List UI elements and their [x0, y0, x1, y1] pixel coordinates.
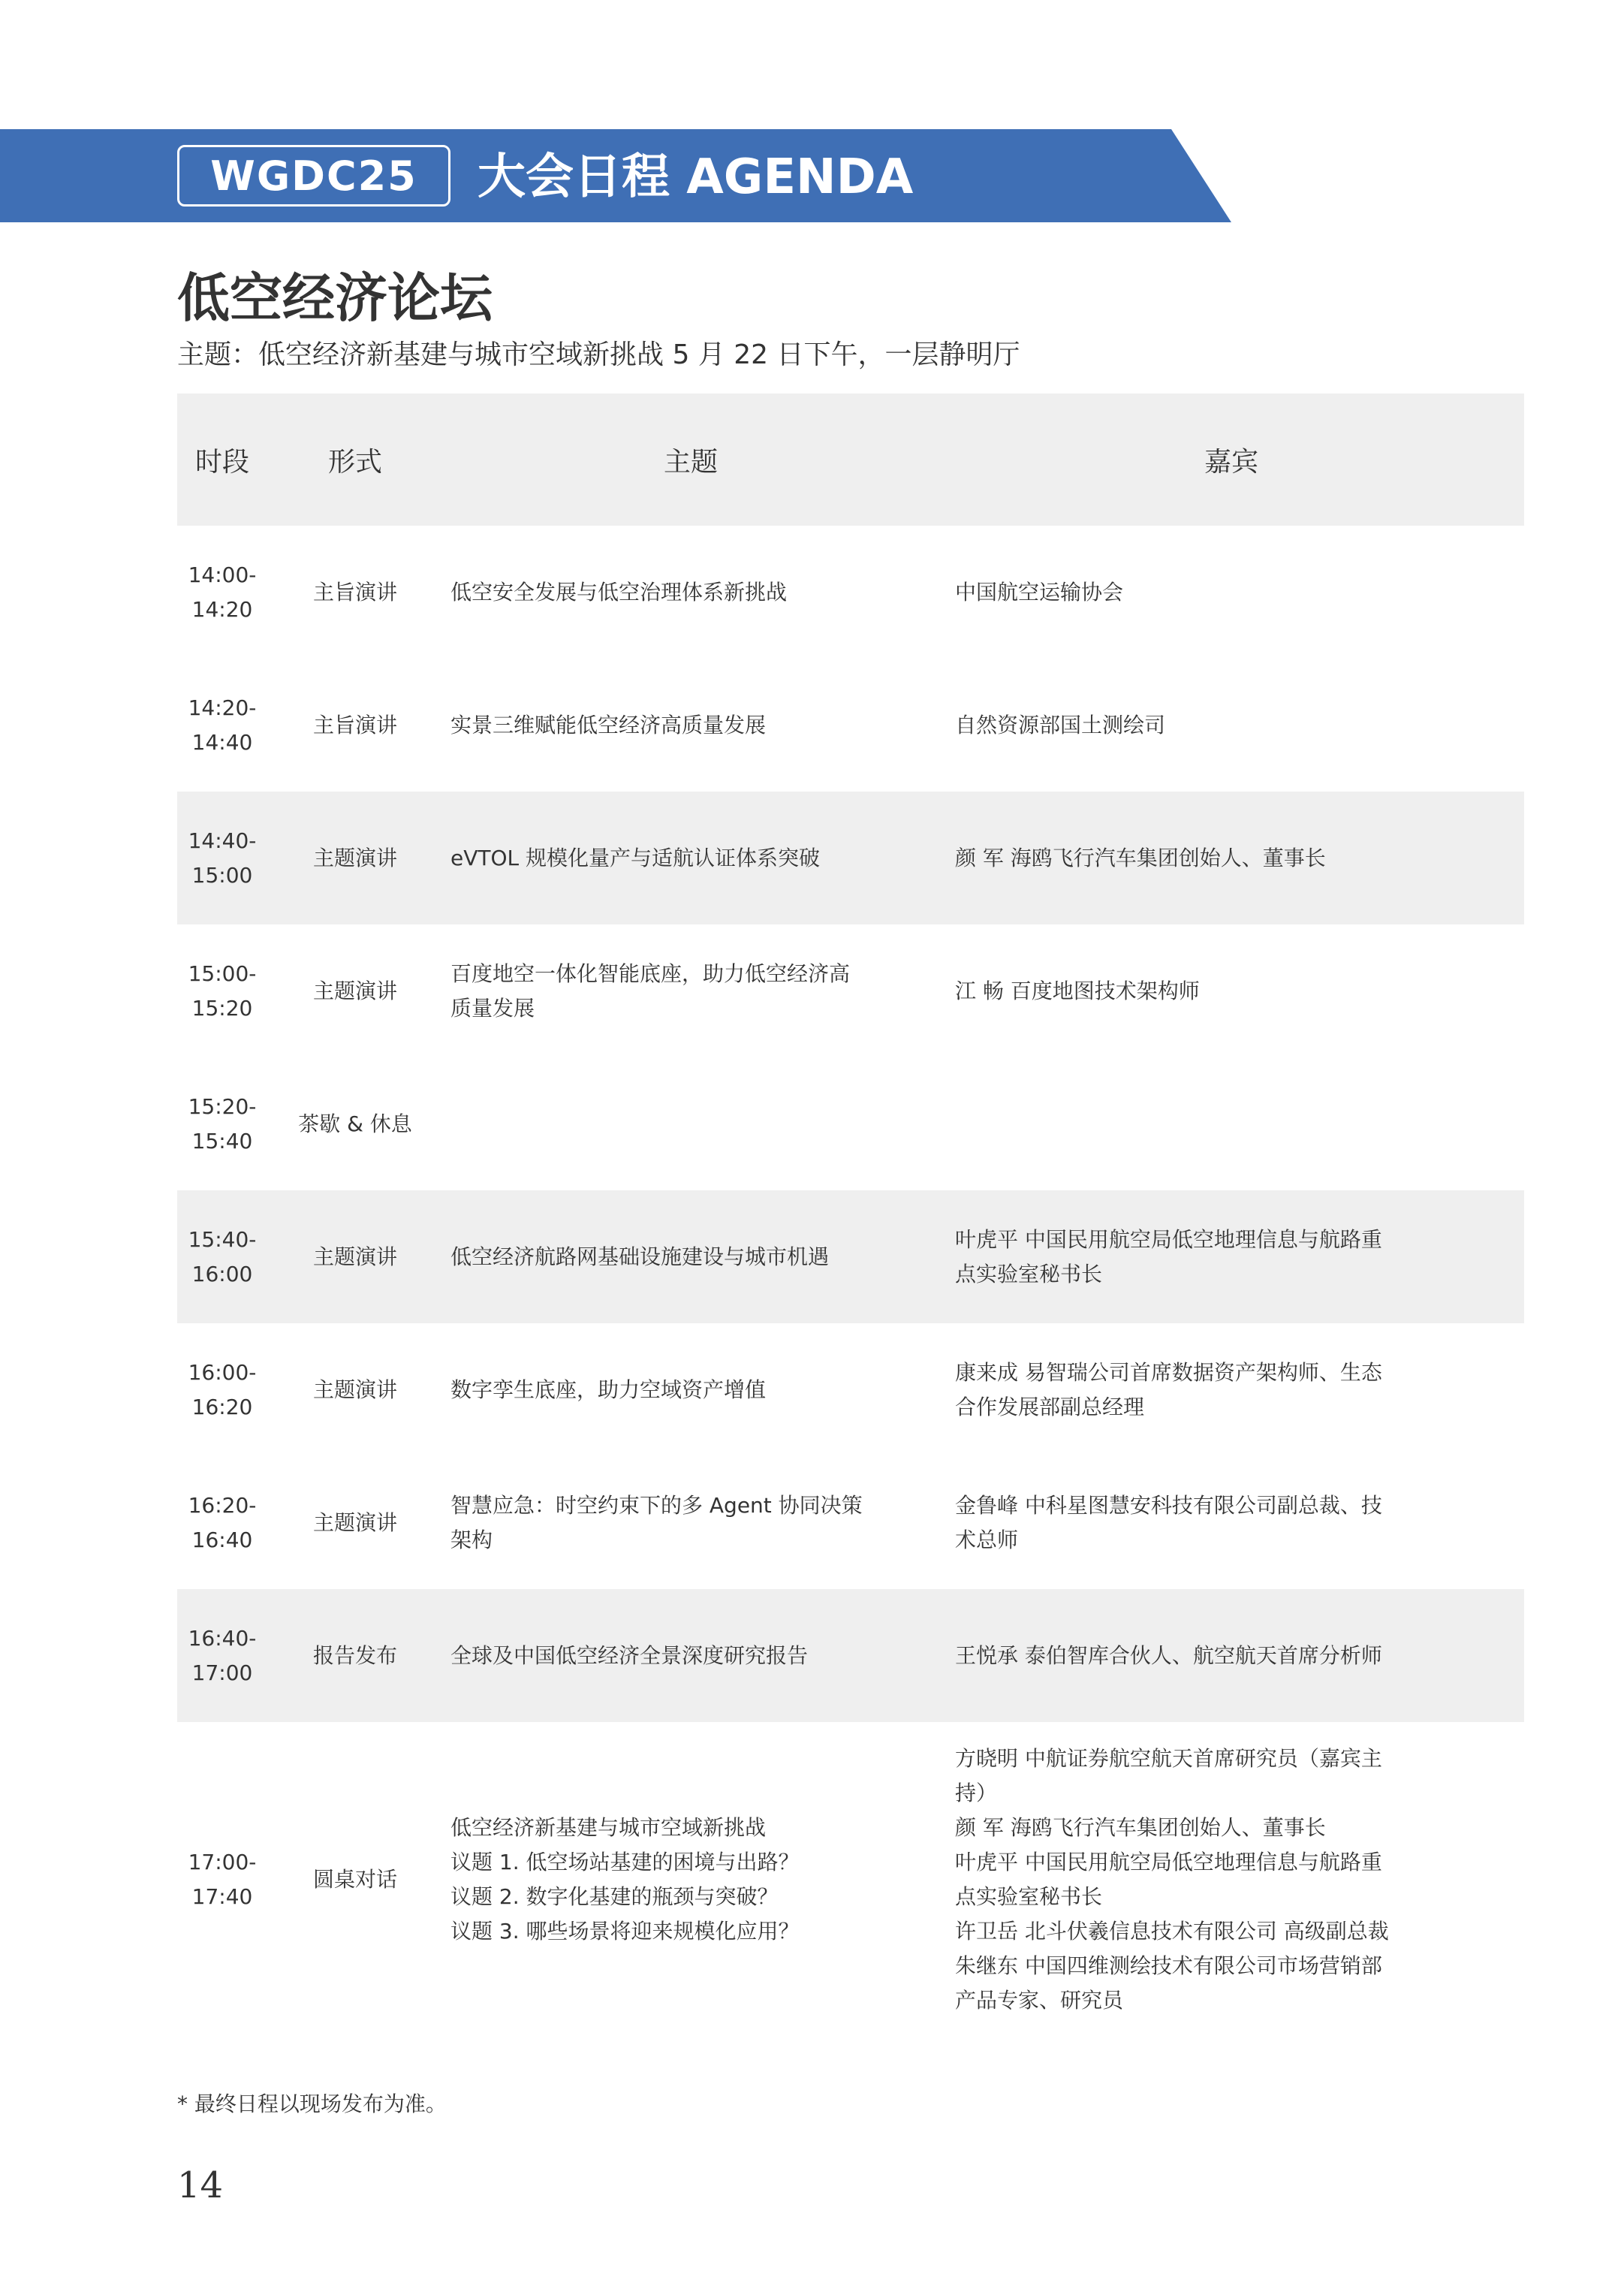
topic-line: 百度地空一体化智能底座，助力低空经济高 — [450, 961, 851, 986]
table-header-row — [177, 394, 1524, 526]
topic-line: 质量发展 — [450, 995, 535, 1021]
cell-guest — [939, 659, 1524, 792]
cell-guest — [939, 1323, 1524, 1456]
page-number: 14 — [177, 2164, 224, 2206]
cell-format: 主题演讲 — [312, 1377, 397, 1402]
table-row — [177, 924, 1524, 1057]
cell-time: 16:40-17:00 — [177, 1589, 267, 1722]
topic-line: 全球及中国低空经济全景深度研究报告 — [450, 1642, 809, 1668]
table-row — [177, 1057, 1524, 1190]
cell-format: 主题演讲 — [267, 1190, 443, 1323]
cell-guest — [939, 1722, 1524, 2037]
guest-line: 方晓明 中航证券航空航天首席研究员（嘉宾主 — [955, 1746, 1382, 1771]
cell-time: 15:00-15:20 — [188, 961, 257, 1021]
guest-line: 江 畅 百度地图技术架构师 — [955, 978, 1200, 1003]
cell-time: 17:00-17:40 — [188, 1850, 257, 1909]
forum-title: 低空经济论坛 — [177, 267, 493, 329]
cell-time: 15:20-15:40 — [188, 1093, 257, 1154]
cell-time: 16:20-16:40 — [188, 1492, 257, 1552]
cell-time: 14:40-15:00 — [177, 792, 267, 924]
table-row — [177, 1456, 1524, 1589]
brand-text: WGDC25 — [210, 152, 417, 200]
agenda-table — [177, 394, 1524, 2037]
cell-guest — [939, 1057, 1524, 1190]
cell-guest — [939, 1589, 1524, 1722]
cell-time: 15:40-16:00 — [177, 1190, 267, 1323]
forum-subtitle: 主题：低空经济新基建与城市空域新挑战 5 月 22 日下午，一层静明厅 — [177, 339, 1020, 370]
brand-logo — [177, 145, 450, 207]
guest-line: 金鲁峰 中科星图慧安科技有限公司副总裁、技 — [955, 1492, 1382, 1518]
cell-topic — [443, 1722, 939, 2037]
topic-line: 低空安全发展与低空治理体系新挑战 — [450, 579, 788, 605]
cell-format: 主旨演讲 — [312, 579, 397, 605]
cell-format: 主旨演讲 — [312, 712, 397, 737]
cell-topic — [443, 659, 939, 792]
cell-guest — [939, 1456, 1524, 1589]
cell-format: 圆桌对话 — [312, 1867, 397, 1892]
cell-topic — [443, 1323, 939, 1456]
footnote: * 最终日程以现场发布为准。 — [177, 2091, 447, 2116]
cell-guest — [939, 924, 1524, 1057]
cell-format: 报告发布 — [267, 1589, 443, 1722]
cell-topic — [443, 924, 939, 1057]
topic-line: 数字孪生底座，助力空域资产增值 — [450, 1377, 767, 1402]
cell-topic — [443, 526, 939, 659]
guest-line: 康来成 易智瑞公司首席数据资产架构师、生态 — [955, 1359, 1382, 1385]
cell-guest — [939, 1190, 1524, 1323]
table-row — [177, 1722, 1524, 2037]
guest-line: 朱继东 中国四维测绘技术有限公司市场营销部 — [955, 1953, 1382, 1978]
topic-line: 低空经济航路网基础设施建设与城市机遇 — [450, 1244, 830, 1269]
guest-line: 自然资源部国土测绘司 — [955, 712, 1166, 737]
guest-line: 许卫岳 北斗伏羲信息技术有限公司 高级副总裁 — [955, 1919, 1389, 1944]
table-row — [177, 1589, 1524, 1722]
topic-line: 议题 3. 哪些场景将迎来规模化应用？ — [450, 1919, 800, 1944]
table-row — [177, 659, 1524, 792]
banner-title: 大会日程 AGENDA — [478, 149, 914, 205]
agenda-body — [177, 526, 1524, 2037]
guest-line: 叶虎平 中国民用航空局低空地理信息与航路重 — [955, 1226, 1382, 1252]
cell-format: 主题演讲 — [312, 978, 397, 1003]
guest-line: 术总师 — [955, 1527, 1019, 1552]
header-topic: 主题 — [443, 394, 939, 526]
topic-line: 架构 — [450, 1527, 493, 1552]
header-format: 形式 — [267, 394, 443, 526]
guest-line: 合作发展部副总经理 — [955, 1394, 1145, 1419]
cell-topic — [443, 792, 939, 924]
topic-line: 智慧应急：时空约束下的多 Agent 协同决策 — [450, 1492, 863, 1518]
guest-line: 点实验室秘书长 — [955, 1884, 1103, 1909]
guest-line: 颜 军 海鸥飞行汽车集团创始人、董事长 — [955, 1815, 1326, 1840]
cell-time: 14:00-14:20 — [188, 562, 257, 622]
guest-line: 持） — [955, 1781, 998, 1805]
cell-guest — [939, 792, 1524, 924]
cell-topic — [443, 1190, 939, 1323]
topic-line: 实景三维赋能低空经济高质量发展 — [450, 712, 767, 737]
cell-topic — [443, 1456, 939, 1589]
header-time: 时段 — [177, 394, 267, 526]
topic-line: 议题 2. 数字化基建的瓶颈与突破？ — [450, 1884, 779, 1909]
guest-line: 王悦承 泰伯智库合伙人、航空航天首席分析师 — [955, 1642, 1382, 1668]
header-guest: 嘉宾 — [939, 394, 1524, 526]
cell-topic — [443, 1057, 939, 1190]
topic-line: 低空经济新基建与城市空域新挑战 — [450, 1815, 767, 1840]
guest-line: 颜 军 海鸥飞行汽车集团创始人、董事长 — [955, 845, 1326, 870]
guest-line: 中国航空运输协会 — [955, 579, 1124, 605]
cell-time: 16:00-16:20 — [188, 1359, 257, 1419]
cell-format: 主题演讲 — [312, 1509, 397, 1535]
cell-format: 主题演讲 — [267, 792, 443, 924]
guest-line: 叶虎平 中国民用航空局低空地理信息与航路重 — [955, 1850, 1382, 1874]
topic-line: eVTOL 规模化量产与适航认证体系突破 — [450, 845, 821, 870]
table-row — [177, 1323, 1524, 1456]
table-row — [177, 1190, 1524, 1323]
cell-topic — [443, 1589, 939, 1722]
table-row — [177, 792, 1524, 924]
guest-line: 点实验室秘书长 — [955, 1261, 1103, 1286]
cell-time: 14:20-14:40 — [188, 695, 257, 755]
topic-line: 议题 1. 低空场站基建的困境与出路？ — [450, 1850, 800, 1874]
cell-format: 茶歇 & 休息 — [298, 1111, 412, 1136]
guest-line: 产品专家、研究员 — [955, 1988, 1124, 2013]
table-row — [177, 526, 1524, 659]
cell-guest — [939, 526, 1524, 659]
